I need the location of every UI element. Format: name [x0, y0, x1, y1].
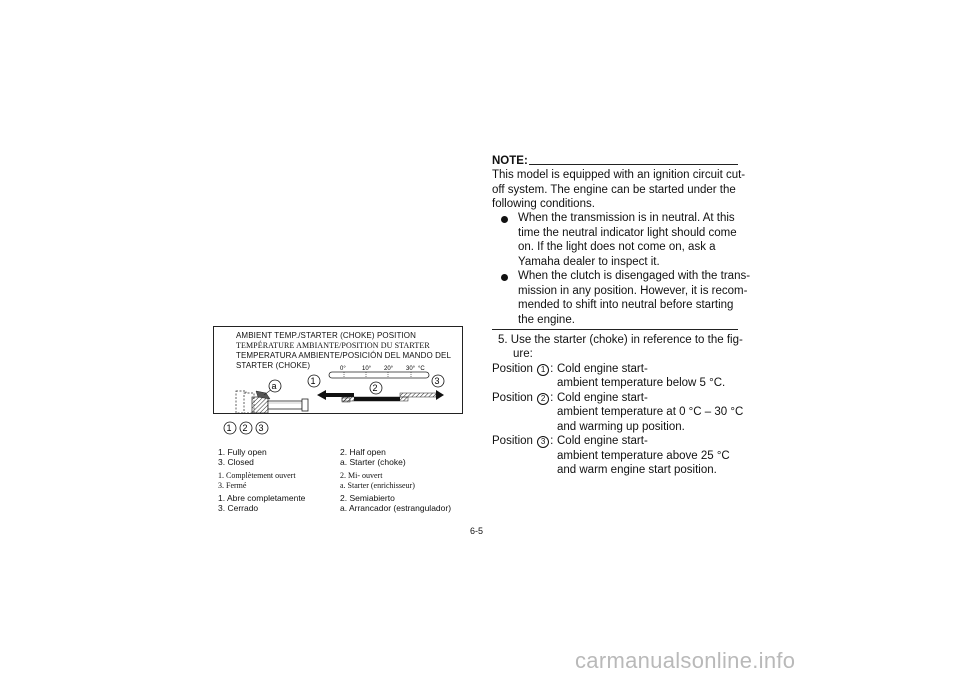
figure-title-es-2: STARTER (CHOKE)	[236, 361, 311, 370]
lever-position-markers	[222, 420, 272, 436]
bullet2-line-2: mission in any position. However, it is recom-	[518, 285, 748, 297]
position-1-desc-2: ambient temperature below 5 °C.	[557, 377, 726, 389]
caption-en-3: 3. Closed	[218, 457, 254, 467]
position-1-number: 1	[537, 364, 549, 376]
marker-a: a	[271, 381, 277, 391]
caption-fr-3: 3. Fermé	[218, 481, 247, 490]
figure-title-es: TEMPERATURA AMBIENTE/POSICIÓN DEL MANDO DEL	[236, 351, 452, 360]
marker-1: 1	[310, 376, 316, 386]
caption-es-2: 2. Semiabierto	[340, 493, 395, 503]
caption-es-1: 1. Abre completamente	[218, 493, 306, 503]
note-heading: NOTE:	[492, 155, 528, 167]
tick-unit: °C	[418, 366, 425, 372]
temperature-scale	[329, 366, 429, 378]
position-2-desc-3: and warming up position.	[557, 421, 685, 433]
caption-fr-a: a. Starter (enrichisseur)	[340, 481, 415, 490]
bullet1-line-3: on. If the light does not come on, ask a	[518, 241, 716, 253]
tick-30: 30°	[406, 366, 416, 372]
lever-marker-3: 3	[258, 423, 264, 433]
tick-20: 20°	[384, 366, 394, 372]
position-3-desc-2: ambient temperature above 25 °C	[557, 450, 730, 462]
position-2-number: 2	[537, 393, 549, 405]
position-2-desc-1: Cold engine start-	[557, 392, 648, 404]
step5-line-1: 5. Use the starter (choke) in reference to the fig-	[498, 334, 743, 346]
figure-title-en: AMBIENT TEMP./STARTER (CHOKE) POSITION	[236, 331, 416, 340]
caption-es-a: a. Arrancador (estrangulador)	[340, 503, 452, 513]
position-3-desc-1: Cold engine start-	[557, 435, 648, 447]
choke-diagram	[214, 327, 462, 413]
note-heading-rule	[529, 164, 738, 165]
caption-en-1: 1. Fully open	[218, 447, 267, 457]
bullet-icon	[501, 216, 508, 223]
choke-lever-drawing	[236, 389, 308, 413]
caption-es-3: 3. Cerrado	[218, 503, 259, 513]
position-2-label: Position 2 :	[492, 392, 554, 404]
range-bar-3	[400, 393, 436, 397]
caption-en-2: 2. Half open	[340, 447, 386, 457]
page-number: 6-5	[470, 526, 484, 536]
figure-title-fr: TEMPÉRATURE AMBIANTE/POSITION DU STARTER	[236, 341, 430, 350]
tick-0: 0°	[340, 366, 346, 372]
note-line-3: following conditions.	[492, 198, 595, 210]
bullet1-line-2: time the neutral indicator light should come	[518, 227, 737, 239]
bullet2-line-3: mended to shift into neutral before starting	[518, 299, 734, 311]
bullet2-line-4: the engine.	[518, 314, 575, 326]
bullet1-line-1: When the transmission is in neutral. At this	[518, 212, 735, 224]
watermark: carmanualsonline.info	[575, 648, 796, 673]
position-3-number: 3	[537, 436, 549, 448]
marker-3: 3	[434, 376, 440, 386]
step5-line-2: ure:	[513, 348, 533, 360]
position-3-word: Position	[492, 435, 533, 447]
caption-fr-2: 2. Mi- ouvert	[340, 471, 383, 480]
note-line-1: This model is equipped with an ignition circuit cut-	[492, 169, 746, 181]
tick-10: 10°	[362, 366, 372, 372]
position-2-desc-2: ambient temperature at 0 °C – 30 °C	[557, 406, 744, 418]
note-end-rule	[492, 329, 738, 330]
position-3-desc-3: and warm engine start position.	[557, 464, 717, 476]
bullet2-line-1: When the clutch is disengaged with the trans-	[518, 270, 751, 282]
position-3-label: Position 3 :	[492, 435, 554, 447]
caption-en-a: a. Starter (choke)	[340, 457, 406, 467]
note-line-2: off system. The engine can be started under the	[492, 184, 736, 196]
lever-marker-1: 1	[226, 423, 232, 433]
caption-fr-1: 1. Complètement ouvert	[218, 471, 296, 480]
position-1-desc-1: Cold engine start-	[557, 363, 648, 375]
position-2-word: Position	[492, 392, 533, 404]
bullet1-line-4: Yamaha dealer to inspect it.	[518, 256, 660, 268]
choke-position-figure	[213, 326, 463, 414]
position-1-label: Position 1 :	[492, 363, 554, 375]
lever-marker-2: 2	[242, 423, 248, 433]
bullet-icon	[501, 274, 508, 281]
position-1-word: Position	[492, 363, 533, 375]
marker-2: 2	[372, 383, 378, 393]
